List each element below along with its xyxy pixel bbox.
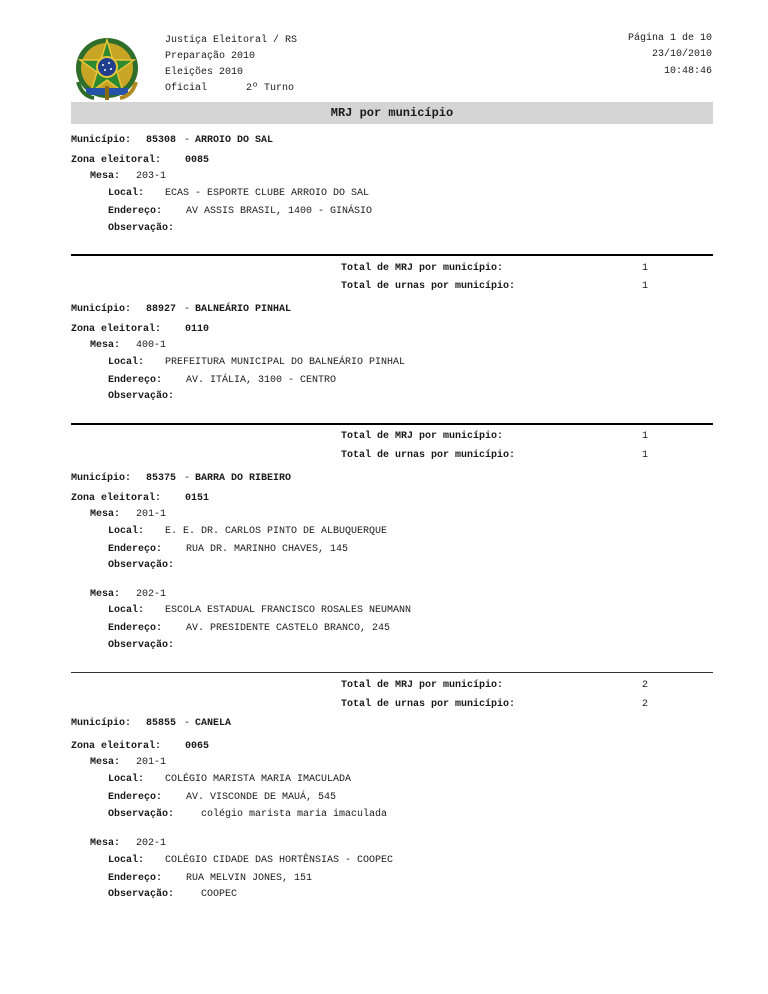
endereco-value: AV ASSIS BRASIL, 1400 - GINÁSIO	[186, 206, 373, 217]
local-value: COLÉGIO MARISTA MARIA IMACULADA	[165, 774, 352, 785]
local-value: ESCOLA ESTADUAL FRANCISCO ROSALES NEUMANN	[165, 605, 412, 616]
zona-value: 0065	[185, 741, 210, 752]
zona-value: 0085	[185, 155, 210, 166]
mesa-value: 400-1	[136, 340, 167, 351]
municipio-code: 85855	[146, 718, 177, 729]
endereco-label: Endereço:	[108, 206, 163, 217]
mesa-label: Mesa:	[90, 171, 121, 182]
section-divider	[71, 254, 713, 256]
total-urnas-label: Total de urnas por município:	[341, 699, 516, 710]
municipio-label: Município:	[71, 304, 132, 315]
municipio-name: CANELA	[195, 718, 232, 729]
report-title-bar	[71, 102, 713, 124]
report-time: 10:48:46	[663, 66, 712, 77]
mesa-value: 201-1	[136, 757, 167, 768]
mesa-label: Mesa:	[90, 589, 121, 600]
separator-dash: -	[184, 135, 191, 146]
total-mrj-label: Total de MRJ por município:	[341, 263, 504, 274]
mesa-value: 201-1	[136, 509, 167, 520]
municipio-code: 85308	[146, 135, 177, 146]
header-status: Oficial	[165, 83, 208, 94]
municipio-name: BALNEÁRIO PINHAL	[195, 304, 292, 315]
mesa-label: Mesa:	[90, 340, 121, 351]
local-label: Local:	[108, 855, 145, 866]
header-round: 2º Turno	[246, 83, 295, 94]
total-urnas-label: Total de urnas por município:	[341, 281, 516, 292]
local-label: Local:	[108, 774, 145, 785]
mesa-label: Mesa:	[90, 838, 121, 849]
municipio-code: 88927	[146, 304, 177, 315]
total-urnas-value: 1	[641, 450, 648, 461]
mesa-label: Mesa:	[90, 509, 121, 520]
section-divider	[71, 423, 713, 425]
endereco-value: AV. PRESIDENTE CASTELO BRANCO, 245	[186, 623, 391, 634]
total-mrj-value: 1	[641, 263, 648, 274]
total-urnas-value: 1	[641, 281, 648, 292]
coat-of-arms-icon	[72, 30, 142, 102]
header-org: Justiça Eleitoral / RS	[165, 35, 298, 46]
municipio-label: Município:	[71, 718, 132, 729]
local-value: PREFEITURA MUNICIPAL DO BALNEÁRIO PINHAL	[165, 357, 406, 368]
total-mrj-value: 1	[641, 431, 648, 442]
local-label: Local:	[108, 357, 145, 368]
municipio-name: ARROIO DO SAL	[195, 135, 274, 146]
endereco-value: RUA MELVIN JONES, 151	[186, 873, 313, 884]
endereco-label: Endereço:	[108, 375, 163, 386]
mesa-value: 203-1	[136, 171, 167, 182]
zona-value: 0110	[185, 324, 210, 335]
separator-dash: -	[184, 718, 191, 729]
endereco-label: Endereço:	[108, 623, 163, 634]
municipio-name: BARRA DO RIBEIRO	[195, 473, 292, 484]
municipio-code: 85375	[146, 473, 177, 484]
zona-label: Zona eleitoral:	[71, 741, 162, 752]
municipio-label: Município:	[71, 473, 132, 484]
total-mrj-label: Total de MRJ por município:	[341, 431, 504, 442]
zona-label: Zona eleitoral:	[71, 493, 162, 504]
total-urnas-value: 2	[641, 699, 648, 710]
report-title: MRJ por município	[330, 106, 454, 120]
observacao-value: COOPEC	[201, 889, 238, 900]
section-divider	[71, 672, 713, 673]
zona-label: Zona eleitoral:	[71, 155, 162, 166]
separator-dash: -	[184, 473, 191, 484]
local-label: Local:	[108, 605, 145, 616]
mesa-value: 202-1	[136, 838, 167, 849]
mesa-value: 202-1	[136, 589, 167, 600]
page-number: Página 1 de 10	[627, 33, 712, 44]
separator-dash: -	[184, 304, 191, 315]
observacao-label: Observação:	[108, 889, 175, 900]
observacao-label: Observação:	[108, 223, 175, 234]
observacao-label: Observação:	[108, 391, 175, 402]
local-value: E. E. DR. CARLOS PINTO DE ALBUQUERQUE	[165, 526, 388, 537]
zona-label: Zona eleitoral:	[71, 324, 162, 335]
local-label: Local:	[108, 188, 145, 199]
zona-value: 0151	[185, 493, 210, 504]
header-preparation: Preparação 2010	[165, 51, 256, 62]
municipio-label: Município:	[71, 135, 132, 146]
local-value: ECAS - ESPORTE CLUBE ARROIO DO SAL	[165, 188, 370, 199]
report-date: 23/10/2010	[651, 49, 712, 60]
endereco-value: AV. VISCONDE DE MAUÁ, 545	[186, 792, 337, 803]
total-urnas-label: Total de urnas por município:	[341, 450, 516, 461]
endereco-label: Endereço:	[108, 792, 163, 803]
observacao-label: Observação:	[108, 560, 175, 571]
observacao-label: Observação:	[108, 640, 175, 651]
local-value: COLÉGIO CIDADE DAS HORTÊNSIAS - COOPEC	[165, 855, 394, 866]
total-mrj-label: Total de MRJ por município:	[341, 680, 504, 691]
endereco-value: AV. ITÁLIA, 3100 - CENTRO	[186, 375, 337, 386]
endereco-label: Endereço:	[108, 873, 163, 884]
local-label: Local:	[108, 526, 145, 537]
observacao-value: colégio marista maria imaculada	[201, 809, 388, 820]
endereco-label: Endereço:	[108, 544, 163, 555]
observacao-label: Observação:	[108, 809, 175, 820]
total-mrj-value: 2	[641, 680, 648, 691]
header-election: Eleições 2010	[165, 67, 244, 78]
mesa-label: Mesa:	[90, 757, 121, 768]
endereco-value: RUA DR. MARINHO CHAVES, 145	[186, 544, 349, 555]
